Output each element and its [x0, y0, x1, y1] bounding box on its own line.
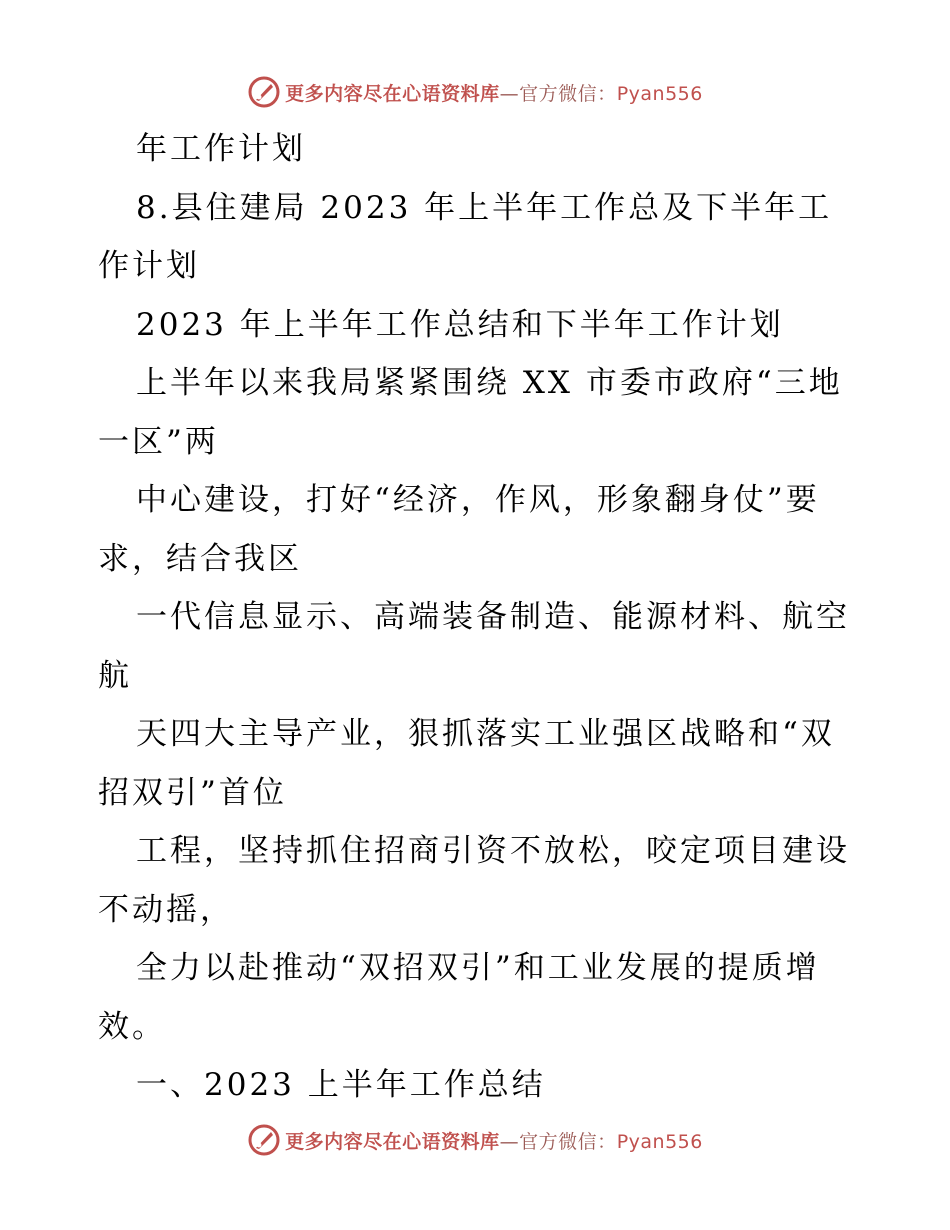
- paragraph: 中心建设，打好“经济，作风，形象翻身仗”要求，结合我区: [98, 482, 820, 577]
- paragraph: 上半年以来我局紧紧围绕 XX 市委市政府“三地一区”两: [98, 365, 843, 460]
- watermark-dash: —: [499, 82, 520, 105]
- watermark-account: Pyan556: [616, 1130, 703, 1153]
- watermark-main-text: 更多内容尽在心语资料库: [285, 82, 500, 105]
- quill-logo-icon: [247, 75, 281, 109]
- watermark-sub-text: 官方微信：: [519, 82, 617, 105]
- paragraph: 工程，坚持抓住招商引资不放松，咬定项目建设不动摇，: [98, 833, 850, 928]
- paragraph: 一代信息显示、高端装备制造、能源材料、航空航: [98, 599, 850, 694]
- document-body: [98, 120, 858, 1115]
- paragraph: 年工作计划: [136, 131, 306, 167]
- paragraph: 一、2023 上半年工作总结: [136, 1067, 546, 1103]
- watermark-sub-text: 官方微信：: [519, 1130, 617, 1153]
- watermark-account: Pyan556: [616, 82, 703, 105]
- paragraph: 天四大主导产业，狠抓落实工业强区战略和“双招双引”首位: [98, 716, 835, 811]
- header-watermark: [0, 72, 950, 112]
- watermark-dash: —: [499, 1130, 520, 1153]
- watermark-main-text: 更多内容尽在心语资料库: [285, 1130, 500, 1153]
- paragraph: 2023 年上半年工作总结和下半年工作计划: [136, 306, 784, 343]
- paragraph: 全力以赴推动“双招双引”和工业发展的提质增效。: [98, 950, 820, 1045]
- quill-logo-icon: [247, 1123, 281, 1157]
- paragraph: 8.县住建局 2023 年上半年工作总及下半年工作计划: [98, 189, 833, 284]
- footer-watermark: [0, 1120, 950, 1160]
